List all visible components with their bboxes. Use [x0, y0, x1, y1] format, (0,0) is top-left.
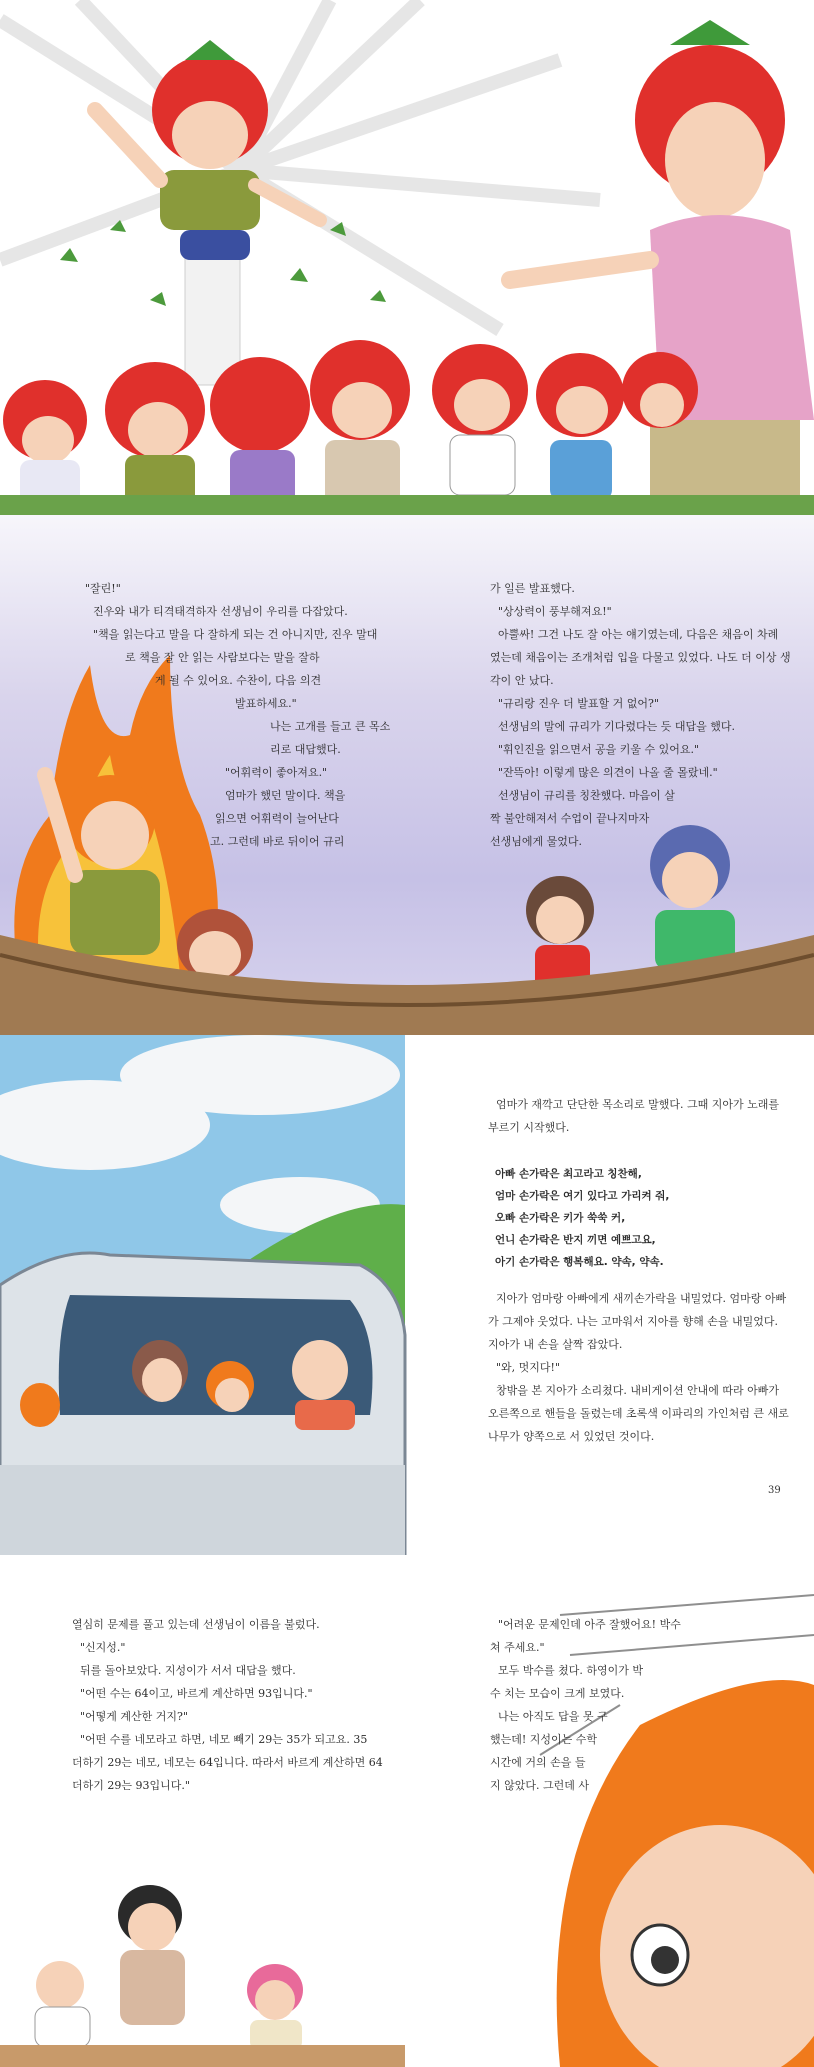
illustration-math-class	[0, 1555, 814, 2067]
song-line: 아빠 손가락은 최고라고 칭찬해,	[495, 1168, 642, 1180]
text-line: "휘인진을 읽으면서 공을 키울 수 있어요."	[498, 743, 700, 756]
text-line: "책을 읽는다고 말을 다 잘하게 되는 건 아니지만, 진우 말대	[93, 628, 378, 641]
text-line: 엄마가 재깍고 단단한 목소리로 말했다. 그때 지아가 노래를	[496, 1098, 779, 1111]
song-line: 오빠 손가락은 키가 쑥쑥 커,	[495, 1212, 626, 1224]
text-line: 나는 아직도 답을 못 구	[498, 1710, 608, 1723]
text-line: 뒤를 돌아보았다. 지성이가 서서 대답을 했다.	[80, 1664, 296, 1677]
page4-left-text	[72, 1613, 383, 1797]
text-line: 였는데 채음이는 조개처럼 입을 다물고 있었다. 나도 더 이상 생	[490, 651, 791, 664]
page2-left-text	[85, 577, 390, 853]
text-line: 시간에 거의 손을 들	[490, 1756, 586, 1769]
text-line: 게 될 수 있어요. 수찬이, 다음 의견	[155, 674, 322, 687]
strawberry-scene-art	[0, 0, 814, 515]
page3-body	[488, 1287, 789, 1448]
text-line: "어떤 수를 네모라고 하면, 네모 빼기 29는 35가 되고요. 35	[80, 1733, 368, 1746]
text-line: 리로 대답했다.	[270, 743, 341, 756]
text-line: 발표하세요."	[235, 697, 297, 710]
text-line: "규리랑 진우 더 발표할 거 없어?"	[498, 697, 660, 710]
text-line: 선생님이 규리를 칭찬했다. 마음이 살	[498, 789, 675, 802]
text-line: 수 치는 모습이 크게 보였다.	[490, 1687, 625, 1700]
page3-intro	[488, 1093, 779, 1139]
illustration-car-ride	[0, 1035, 814, 1555]
song-lyrics	[495, 1163, 669, 1273]
illustration-strawberry-class	[0, 0, 814, 515]
song-line: 아기 손가락은 행복해요. 약속, 약속.	[495, 1256, 664, 1268]
song-line: 엄마 손가락은 여기 있다고 가리켜 줘,	[495, 1190, 670, 1202]
text-line: 더하기 29는 네모, 네모는 64입니다. 따라서 바르게 계산하면 64	[72, 1756, 383, 1769]
text-line: 선생님의 말에 규리가 기다렸다는 듯 대답을 했다.	[498, 720, 735, 733]
text-line: "어려운 문제인데 아주 잘했어요! 박수	[498, 1618, 681, 1631]
text-line: 짝 불안해져서 수업이 끝나지마자	[490, 812, 650, 825]
text-line: "와, 멋지다!"	[496, 1361, 561, 1374]
text-line: 나는 고개를 들고 큰 목소	[270, 720, 391, 733]
text-line: 지아가 내 손을 살짝 잡았다.	[488, 1338, 623, 1351]
text-line: 오른쪽으로 핸들을 돌렸는데 초록색 이파리의 가인처럼 큰 새로	[488, 1407, 789, 1420]
text-line: "상상력이 풍부해져요!"	[498, 605, 612, 618]
song-line: 언니 손가락은 반지 끼면 예쁘고요,	[495, 1234, 656, 1246]
text-line: 아뿔싸! 그건 나도 잘 아는 얘기였는데, 다음은 채음이 차례	[498, 628, 779, 641]
text-line: 읽으면 어휘력이 늘어난다	[215, 812, 339, 825]
illustration-fire-debate	[0, 515, 814, 1035]
text-line: "신지성."	[80, 1641, 126, 1654]
text-line: 지아가 엄마랑 아빠에게 새끼손가락을 내밀었다. 엄마랑 아빠	[496, 1292, 787, 1305]
text-line: 가 그제야 웃었다. 나는 고마워서 지아를 향해 손을 내밀었다.	[488, 1315, 778, 1328]
page2-right-text	[490, 577, 791, 853]
text-line: 로 책을 잘 안 읽는 사람보다는 말을 잘하	[125, 651, 320, 664]
text-line: 엄마가 했던 말이다. 책을	[225, 789, 346, 802]
text-line: 선생님에게 물었다.	[490, 835, 583, 848]
text-line: 고. 그런데 바로 뒤이어 규리	[210, 835, 345, 848]
text-line: "어휘력이 좋아져요."	[225, 766, 328, 779]
page-number: 39	[768, 1485, 781, 1496]
text-line: "잘린!"	[85, 582, 121, 595]
text-line: 진우와 내가 티격태격하자 선생님이 우리를 다잡았다.	[93, 605, 348, 618]
text-line: 열심히 문제를 풀고 있는데 선생님이 이름을 불렀다.	[72, 1618, 320, 1631]
text-line: 각이 안 났다.	[490, 674, 554, 687]
text-line: "어떤 수는 64이고, 바르게 계산하면 93입니다."	[80, 1687, 313, 1700]
text-line: 부르기 시작했다.	[488, 1121, 570, 1134]
page4-right-text	[490, 1613, 681, 1797]
text-line: 나무가 양쪽으로 서 있었던 것이다.	[488, 1430, 655, 1443]
text-line: 지 않았다. 그런데 사	[490, 1779, 589, 1792]
text-line: 했는데! 지성이는 수학	[490, 1733, 598, 1746]
text-line: 모두 박수를 쳤다. 하영이가 박	[498, 1664, 643, 1677]
text-line: 창밖을 본 지아가 소리쳤다. 내비게이션 안내에 따라 아빠가	[496, 1384, 779, 1397]
text-line: "어떻게 계산한 거지?"	[80, 1710, 189, 1723]
text-line: "잔뜩아! 이렇게 많은 의견이 나올 줄 몰랐네."	[498, 766, 718, 779]
text-line: 쳐 주세요."	[490, 1641, 545, 1654]
text-line: 가 일른 발표했다.	[490, 582, 575, 595]
text-line: 더하기 29는 93입니다."	[72, 1779, 190, 1792]
